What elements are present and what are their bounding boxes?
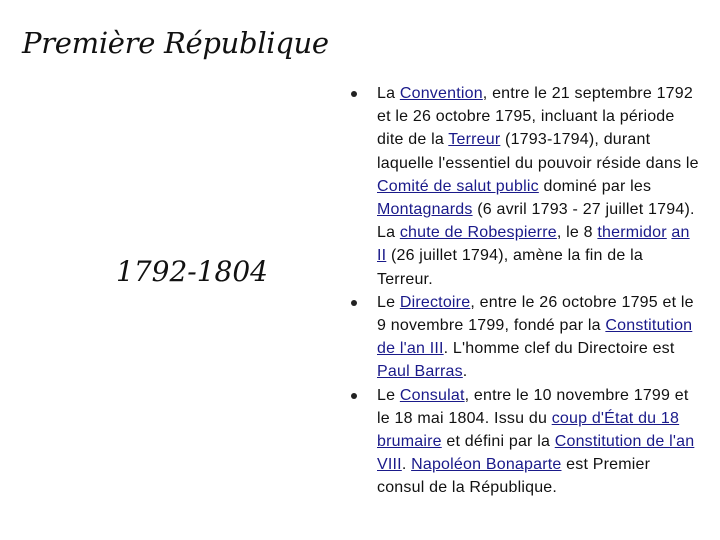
wiki-link[interactable]: Constitution de l'an III (377, 317, 693, 358)
wiki-link[interactable]: an II (377, 224, 690, 265)
events-list (336, 82, 702, 500)
item-text: est Premier consul de la République. (377, 456, 651, 497)
period-label: 1792-1804 (116, 255, 268, 288)
wiki-link[interactable]: Napoléon Bonaparte (411, 456, 562, 474)
item-text: , entre le 26 octobre 1795 et le 9 novembre 1799, fondé par la (377, 293, 694, 335)
item-text: , le 8 (556, 224, 598, 242)
wiki-link[interactable]: thermidor (597, 224, 667, 242)
item-text: , entre le 10 novembre 1799 et le 18 mai 1804. Issu du (377, 386, 689, 427)
list-item (336, 384, 702, 500)
wiki-link[interactable]: Comité de salut public (377, 177, 539, 195)
wiki-link[interactable]: Terreur (448, 131, 501, 149)
item-text: Le (377, 386, 400, 404)
page-title: Première République (22, 26, 329, 60)
item-text: La (377, 85, 400, 102)
item-text: . L'homme clef du Directoire est (443, 340, 675, 358)
item-text: et défini par la (441, 433, 555, 451)
wiki-link[interactable]: chute de Robespierre (399, 224, 557, 242)
item-text: . (462, 363, 468, 381)
item-text: Le (377, 293, 400, 311)
item-text: , entre le 21 septembre 1792 et le 26 octobre 1795, incluant la période dite de la (377, 85, 693, 149)
list-item (336, 82, 702, 291)
wiki-link[interactable]: Constitution de l'an VIII (377, 433, 695, 474)
item-text: (1793-1794), durant laquelle l'essentiel du pouvoir réside dans le (377, 131, 699, 172)
wiki-link[interactable]: Convention (399, 85, 483, 102)
wiki-link[interactable]: Directoire (399, 293, 471, 311)
item-text: . (401, 456, 412, 474)
bullet-icon (351, 300, 357, 306)
item-text: (6 avril 1793 - 27 juillet 1794). La (377, 201, 695, 242)
wiki-link[interactable]: Paul Barras (377, 363, 463, 381)
item-text: (26 juillet 1794), amène la fin de la Terreur. (377, 247, 643, 288)
bullet-icon (351, 91, 357, 97)
bullet-icon (351, 393, 357, 399)
wiki-link[interactable]: coup d'État du 18 brumaire (377, 409, 680, 451)
list-item (336, 291, 702, 384)
wiki-link[interactable]: Consulat (399, 386, 465, 404)
wiki-link[interactable]: Montagnards (377, 201, 473, 219)
item-text: dominé par les (538, 177, 652, 195)
